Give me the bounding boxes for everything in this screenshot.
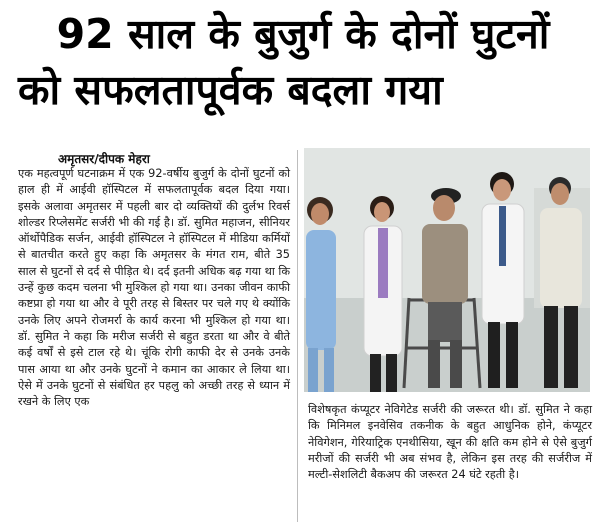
- headline-line-1: 92 साल के बुजुर्ग के दोनों घुटनों: [56, 10, 550, 58]
- column-divider: [297, 150, 298, 522]
- article-column-right: [308, 402, 592, 483]
- headline: [0, 6, 606, 118]
- news-photo: [304, 148, 590, 392]
- article-body-left: एक महत्वपूर्ण घटनाक्रम में एक 92-वर्षीय बुजुर्ग के दोनों घुटनों को हाल ही में आईवी हॉस्पिटल में सफलतापूर्वक बदल दिया गया। इसके अलावा अमृतसर में पहली बार दो व्यक्तियों की दुर्लभ रिवर्स शोल्डर रिप्लेसमेंट सर्जरी भी की गई है। डॉ. सुमित महाजन, सीनियर ऑर्थोपैडिक सर्जन, आईवी हॉस्पिटल ने हॉस्पिटल में मीडिया कर्मियों से बातचीत करते हुए कहा कि अमृतसर के मंगत राम, बीते 35 साल से घुटनों से दर्द से पीड़ित थे। दर्द इतनी अधिक बढ़ गया था कि उन्हें कुछ कदम चलना भी मुश्किल हो गया था। उनका जीवन काफी कष्टप्रा हो गया था और वे पूरी तरह से बिस्तर पर चले गए थे क्योंकि उनके लिए अपने रोजमर्रा के कार्य करना भी मुश्किल हो गया था। डॉ. सुमित ने कहा कि मरीज सर्जरी से बहुत डरता था और वे बीते कई वर्षों से इसे टाल रहे थे। चूंकि रोगी काफी देर से उनके उनके पास आया था और उनके घुटनों ने कमान का आकार ले लिया था। ऐसे में उनके घुटनों से संबंधित हर पहलु को अच्छी तरह से ध्यान में रखने के लिए एक: [18, 167, 290, 409]
- article-column-left: [18, 166, 290, 410]
- byline: अमृतसर/दीपक मेहरा: [58, 152, 150, 166]
- headline-line-2: को सफलतापूर्वक बदला गया: [18, 66, 443, 114]
- group-photo-icon: [304, 148, 590, 392]
- article-body-right: विशेषकृत कंप्यूटर नेविगेटेड सर्जरी की जरूरत थी। डॉ. सुमित ने कहा कि मिनिमल इनवेसिव तकनीक के बहुत आधुनिक होने, कंप्यूटर नेविगेशन, गेरियाट्रिक एनथीसिया, खून की क्षति कम होने से ऐसे बुजुर्ग मरीजों की सर्जरी भी अब संभव है, लेकिन इस तरह की सर्जरीज में मल्टी-सेशलिटी बैकअप की जरूरत 24 घंटे रहती है।: [308, 403, 592, 482]
